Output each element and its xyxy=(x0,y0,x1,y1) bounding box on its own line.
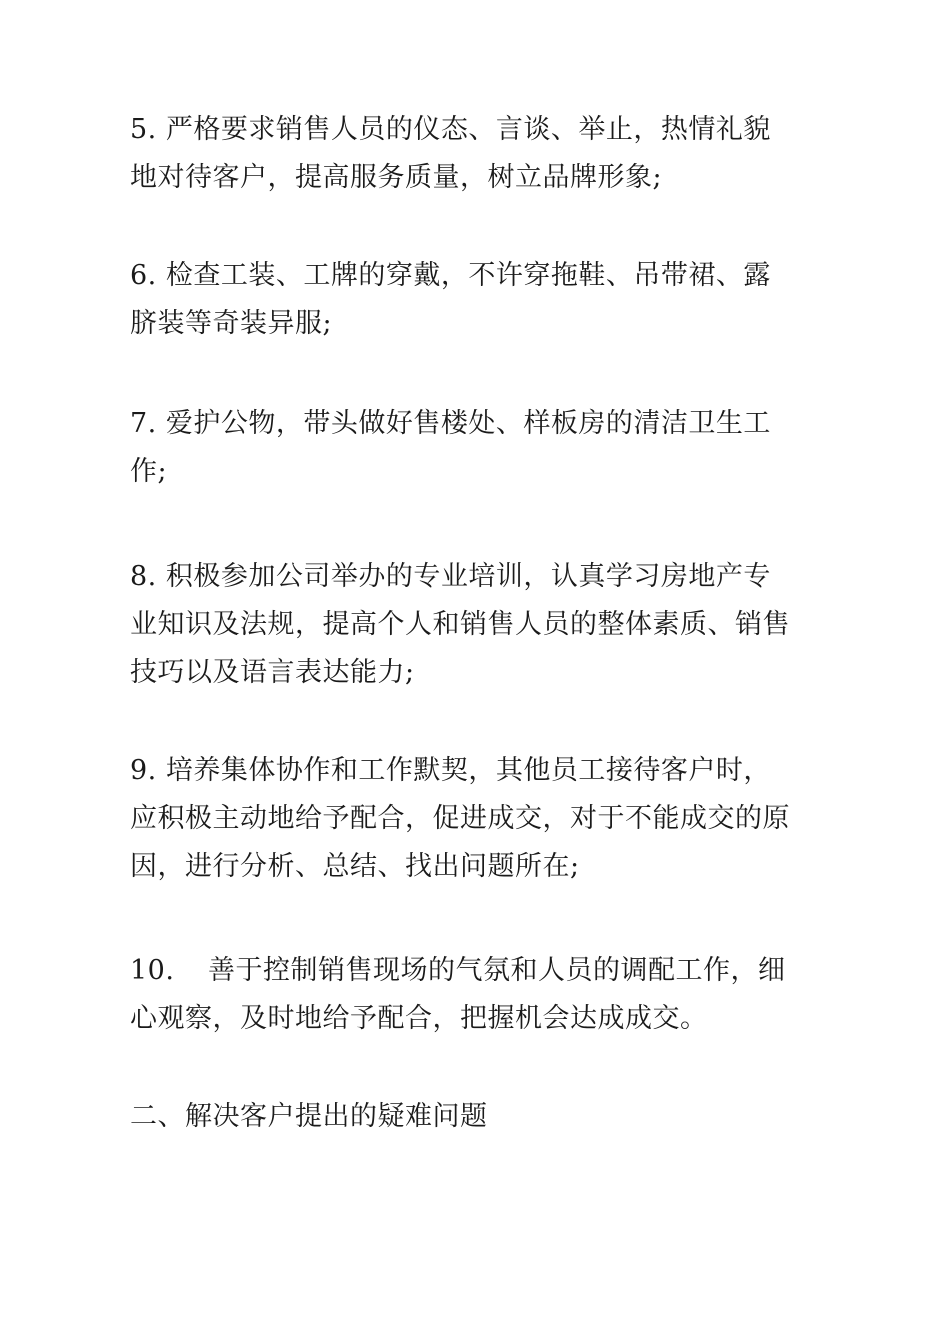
text-line: 因，进行分析、总结、找出问题所在; xyxy=(130,851,580,882)
list-item-10 xyxy=(130,947,830,1043)
text-line: 5. 严格要求销售人员的仪态、言谈、举止，热情礼貌 xyxy=(130,114,771,145)
text-line: 技巧以及语言表达能力; xyxy=(130,657,415,688)
text-line: 脐装等奇装异服; xyxy=(130,308,333,339)
text-line: 作; xyxy=(130,456,168,487)
list-item-9 xyxy=(130,747,830,891)
text-line: 6. 检查工装、工牌的穿戴，不许穿拖鞋、吊带裙、露 xyxy=(130,260,771,291)
text-line: 地对待客户，提高服务质量，树立品牌形象; xyxy=(130,162,663,193)
text-line: 8. 积极参加公司举办的专业培训，认真学习房地产专 xyxy=(130,561,771,592)
text-line: 9. 培养集体协作和工作默契，其他员工接待客户时， xyxy=(130,755,771,786)
list-item-5 xyxy=(130,106,830,202)
text-line: 心观察，及时地给予配合，把握机会达成成交。 xyxy=(130,1003,708,1034)
list-item-7 xyxy=(130,400,830,496)
text-line-content: 善于控制销售现场的气氛和人员的调配工作，细 xyxy=(208,955,786,986)
text-line: 7. 爱护公物，带头做好售楼处、样板房的清洁卫生工 xyxy=(130,408,771,439)
list-item-8 xyxy=(130,553,830,697)
text-line: 应积极主动地给予配合，促进成交，对于不能成交的原 xyxy=(130,803,790,834)
text-line: 业知识及法规，提高个人和销售人员的整体素质、销售 xyxy=(130,609,790,640)
section-heading: 二、解决客户提出的疑难问题 xyxy=(130,1101,488,1132)
item-number: 10. xyxy=(130,955,175,986)
text-line xyxy=(130,947,830,995)
list-item-6 xyxy=(130,252,830,348)
